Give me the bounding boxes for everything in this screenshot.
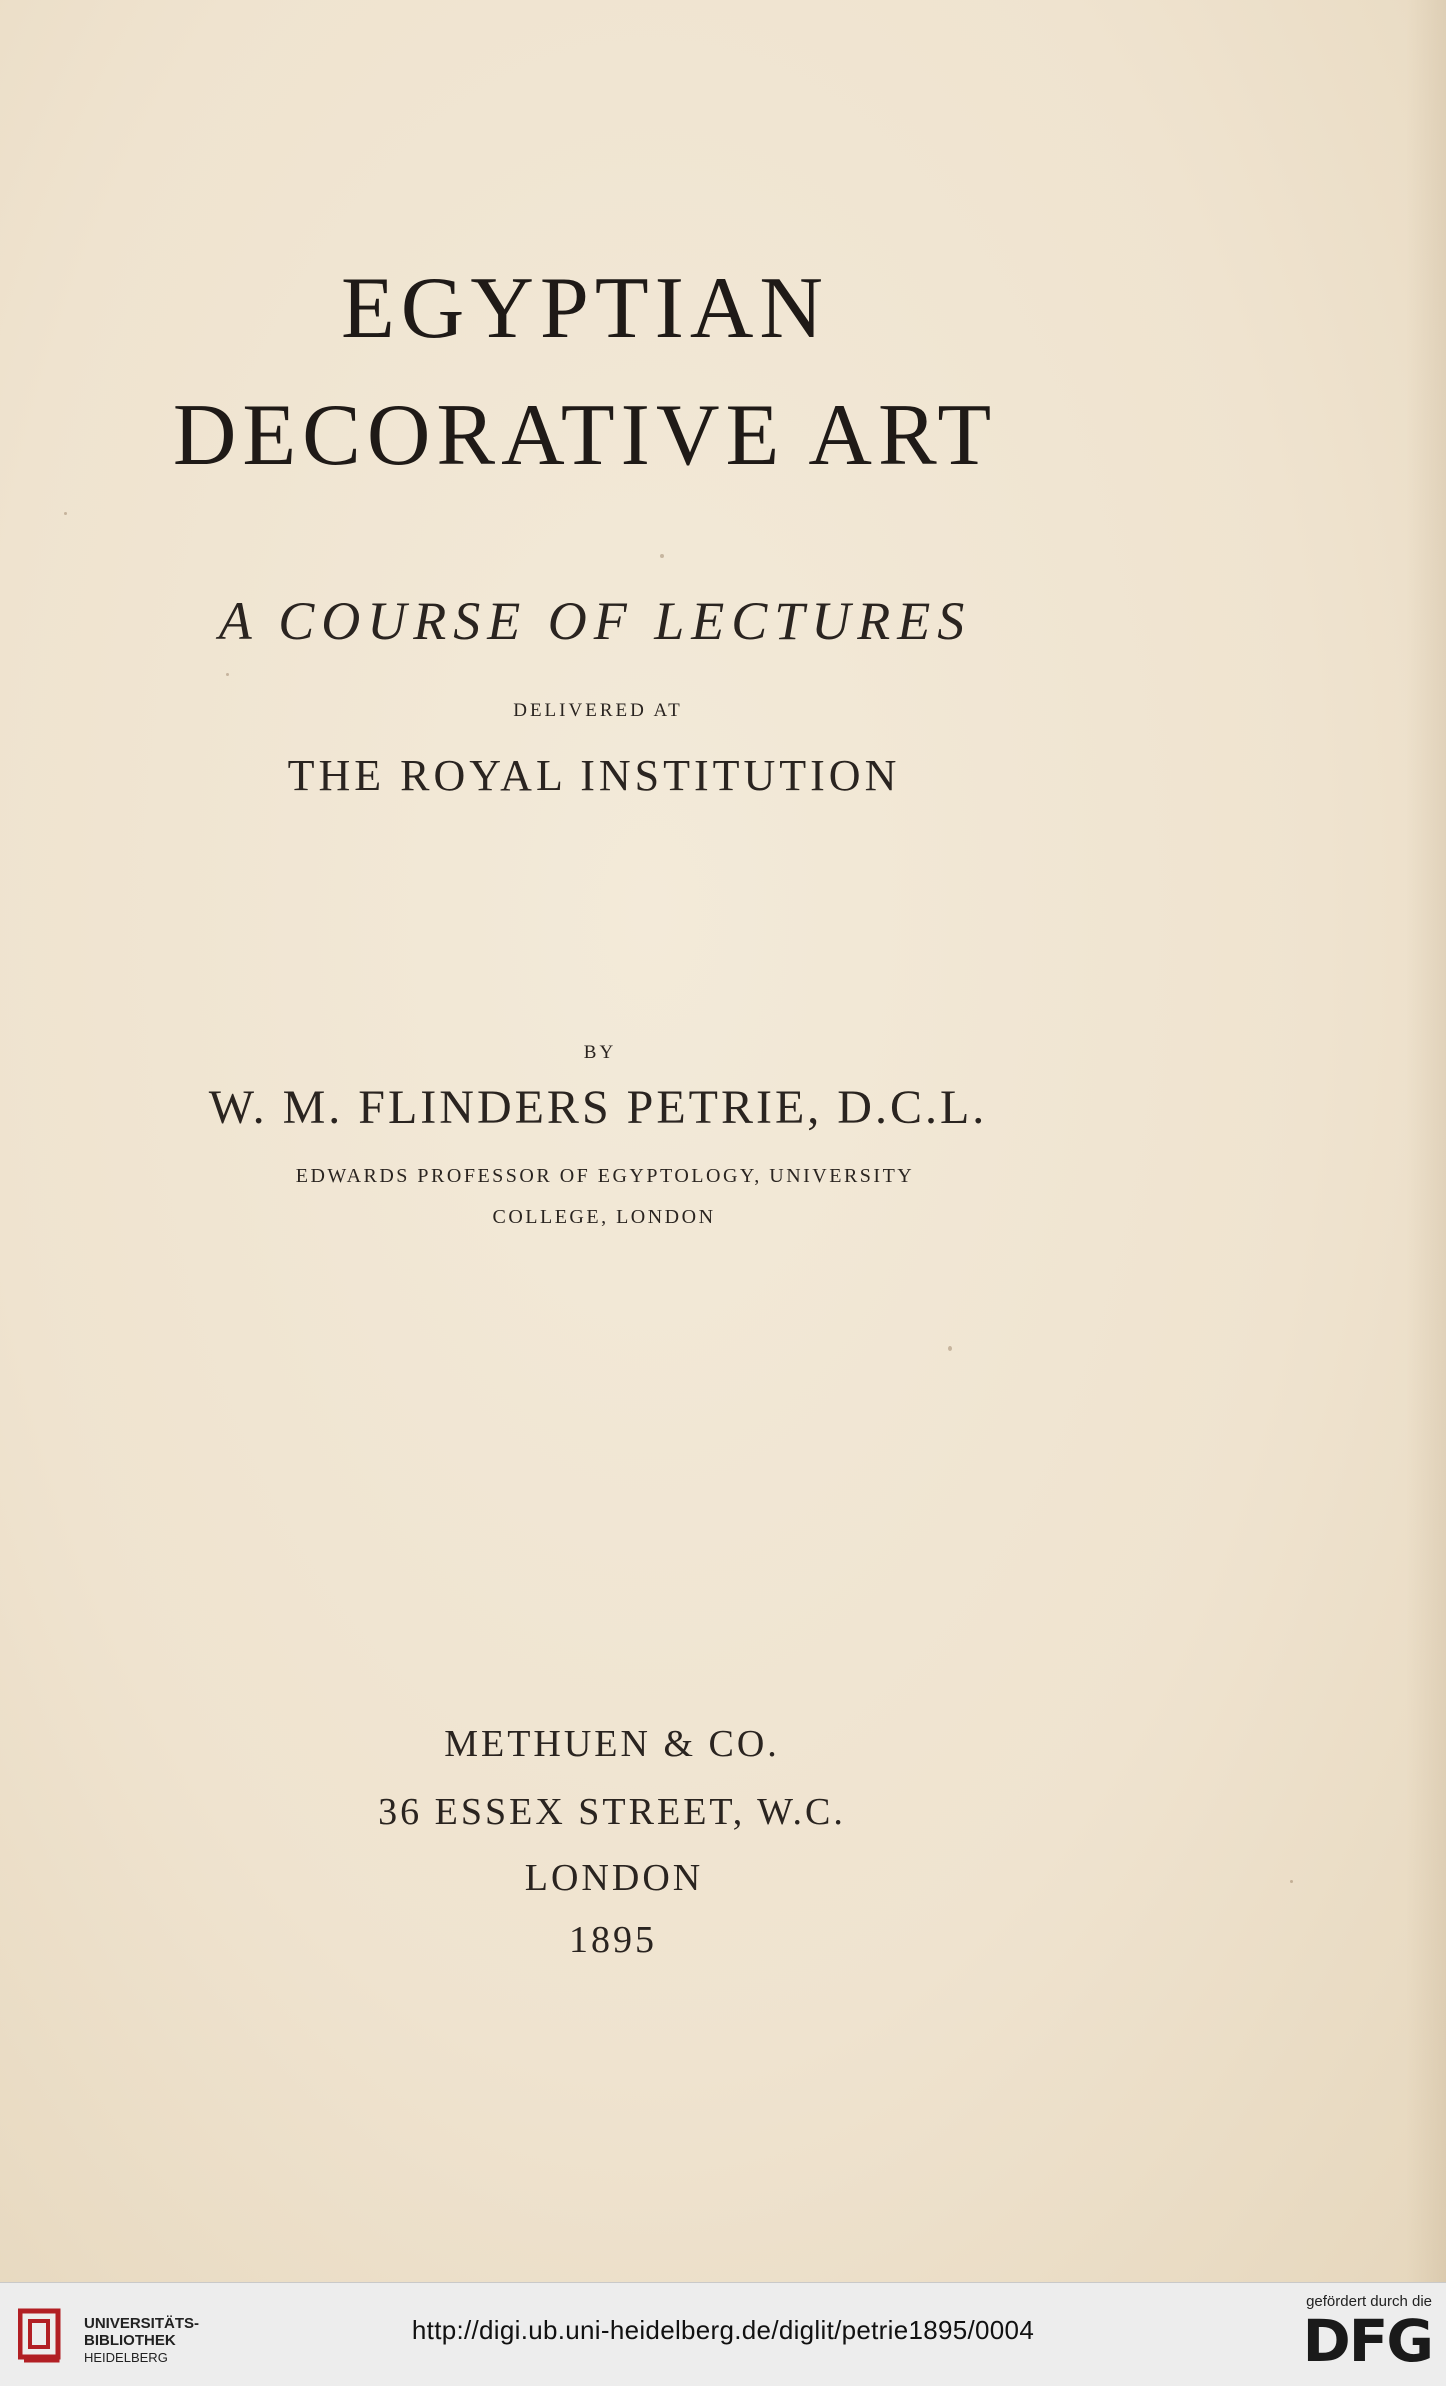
paper-speck bbox=[1290, 1880, 1293, 1883]
institution-name: THE ROYAL INSTITUTION bbox=[287, 751, 901, 800]
title-line-1: EGYPTIAN bbox=[341, 260, 829, 357]
author-position-line-2: COLLEGE, LONDON bbox=[492, 1206, 716, 1228]
permalink-url[interactable]: http://digi.ub.uni-heidelberg.de/diglit/petrie1895/0004 bbox=[411, 2315, 1035, 2345]
subtitle: A COURSE OF LECTURES bbox=[218, 591, 972, 651]
paper-speck bbox=[64, 512, 67, 515]
funding-note: gefördert durch die bbox=[1306, 2293, 1432, 2310]
title-line-2: DECORATIVE ART bbox=[172, 387, 998, 484]
library-logo-line-1: UNIVERSITÄTS- bbox=[84, 2315, 200, 2332]
publisher-address: 36 ESSEX STREET, W.C. bbox=[378, 1791, 846, 1833]
author-name: W. M. FLINDERS PETRIE, D.C.L. bbox=[208, 1081, 988, 1134]
by-label: BY bbox=[583, 1042, 617, 1063]
digitization-footer bbox=[0, 2282, 1446, 2386]
paper-speck bbox=[226, 673, 229, 676]
paper-speck bbox=[660, 554, 664, 558]
library-logo-line-3: HEIDELBERG bbox=[84, 2350, 168, 2365]
paper-speck bbox=[948, 1346, 952, 1351]
publisher-name: METHUEN & CO. bbox=[444, 1723, 780, 1765]
publisher-city: LONDON bbox=[524, 1857, 704, 1899]
dfg-logo: DFG bbox=[1302, 2307, 1432, 2375]
funder-block[interactable] bbox=[1282, 2293, 1432, 2379]
delivered-at-label: DELIVERED AT bbox=[513, 700, 683, 721]
publication-year: 1895 bbox=[569, 1919, 657, 1961]
author-position-line-1: EDWARDS PROFESSOR OF EGYPTOLOGY, UNIVERSITY bbox=[295, 1165, 915, 1187]
library-logo-line-2: BIBLIOTHEK bbox=[84, 2332, 176, 2349]
